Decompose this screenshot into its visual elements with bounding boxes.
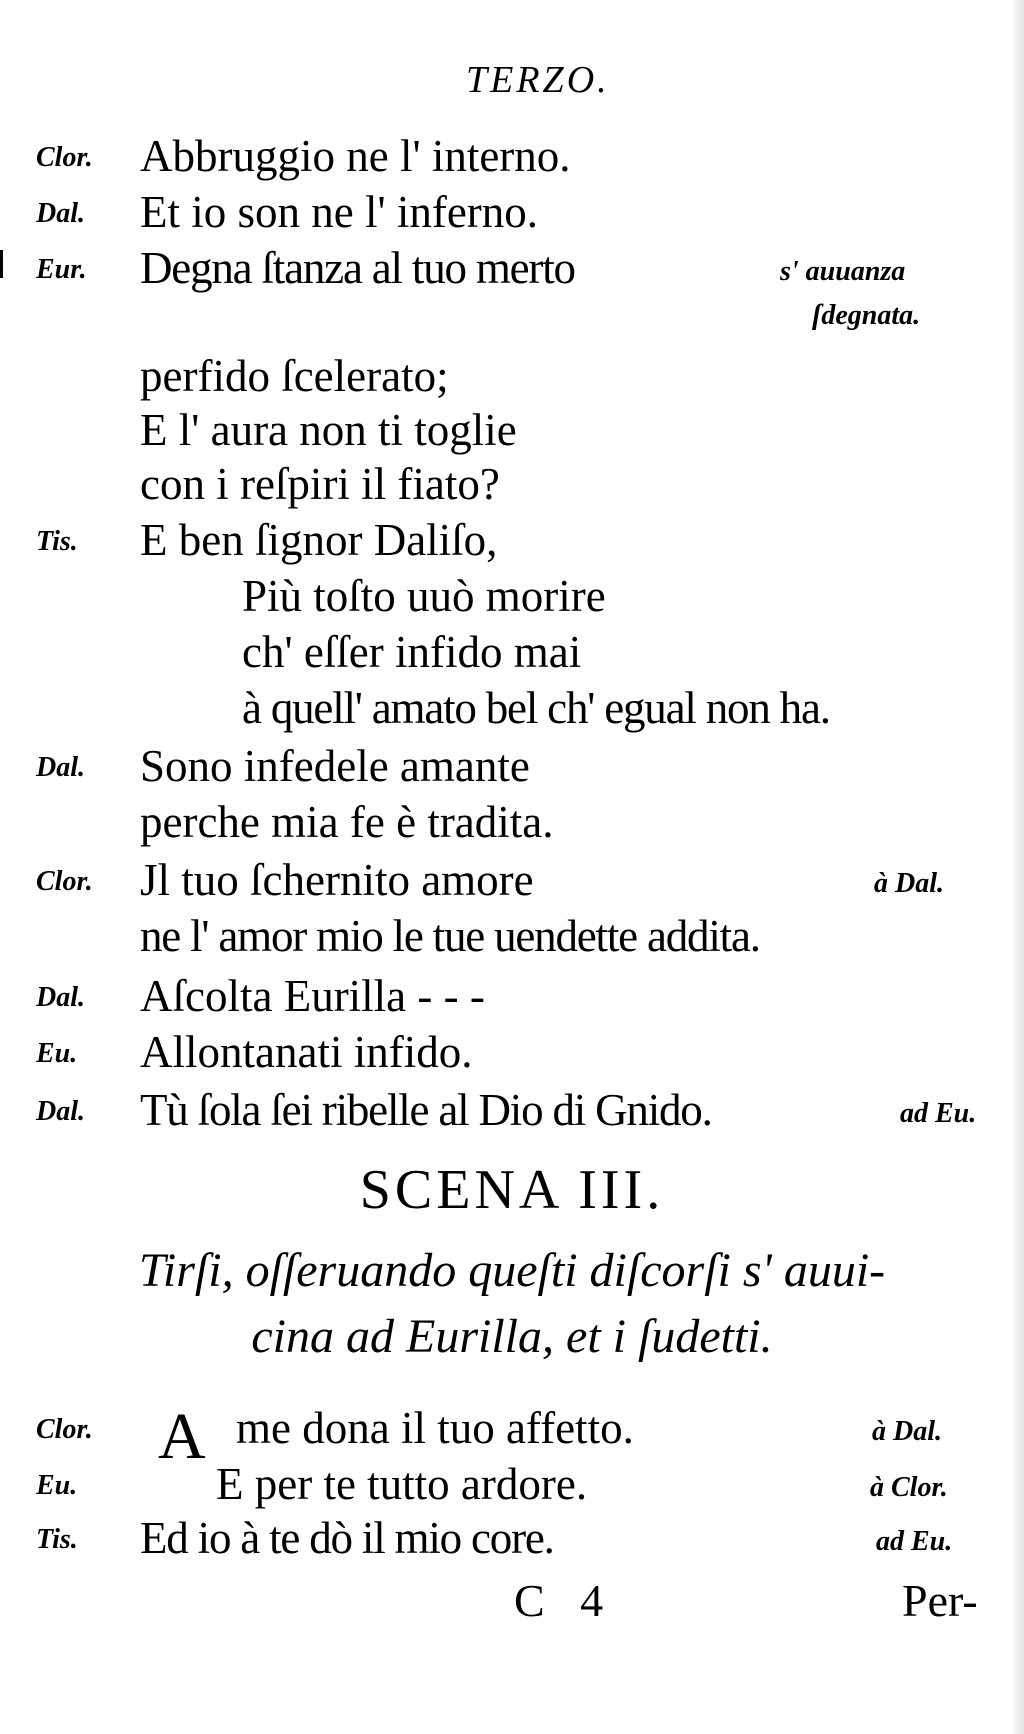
line-text: perche mia fe è tradita.	[140, 797, 554, 847]
line-text: ne l' amor mio le tue uendette addita.	[140, 911, 760, 961]
dialogue-line	[0, 184, 1024, 240]
dialogue-line	[0, 852, 1024, 908]
line-text: Più toſto uuò morire	[242, 571, 606, 621]
dialogue-line	[0, 456, 1024, 512]
line-text: E per te tutto ardore.	[216, 1459, 588, 1509]
speaker-label: Clor.	[36, 866, 93, 897]
line-text: Et io son ne l' inferno.	[140, 187, 539, 237]
line-text: Degna ſtanza al tuo merto	[140, 243, 575, 293]
scene-title: SCENA III.	[359, 1159, 665, 1221]
stage-direction: ad Eu.	[900, 1098, 977, 1129]
line-text: E ben ſignor Daliſo,	[140, 515, 498, 565]
drop-cap: A	[158, 1400, 206, 1473]
speaker-label: Dal.	[36, 982, 85, 1013]
line-text: Ed io à te dò il mio core.	[140, 1513, 554, 1563]
dialogue-line	[0, 1400, 1024, 1456]
speaker-label: Eu.	[36, 1038, 78, 1069]
speaker-label: Eur.	[36, 254, 87, 285]
dialogue-line	[0, 794, 1024, 850]
dialogue-line	[0, 680, 1024, 736]
dialogue-line	[0, 512, 1024, 568]
dialogue-line	[0, 128, 1024, 184]
stage-direction: à Dal.	[872, 1416, 942, 1447]
line-text: Tù ſola ſei ribelle al Dio di Gnido.	[140, 1085, 712, 1135]
speaker-label: Tis.	[36, 1524, 78, 1555]
line-text: Sono infedele amante	[140, 741, 530, 791]
line-text: Jl tuo ſchernito amore	[140, 855, 534, 905]
stage-direction: ad Eu.	[876, 1526, 953, 1557]
line-text: Aſcolta Eurilla - - -	[140, 971, 485, 1021]
stage-direction: à Clor.	[870, 1472, 948, 1503]
line-text: ch' eſſer infido mai	[242, 627, 582, 677]
speaker-label: Clor.	[36, 1414, 93, 1445]
stage-direction: à Dal.	[874, 868, 944, 899]
line-text: Allontanati infido.	[140, 1027, 473, 1077]
line-text: me dona il tuo affetto.	[236, 1403, 634, 1453]
dialogue-line	[0, 738, 1024, 794]
dialogue-line	[0, 402, 1024, 458]
line-text: con i reſpiri il fiato?	[140, 459, 500, 509]
dialogue-line	[0, 348, 1024, 404]
stage-direction: s' auuanza	[780, 256, 906, 287]
line-text: à quell' amato bel ch' egual non ha.	[242, 683, 830, 733]
speaker-label: Clor.	[36, 142, 93, 173]
dialogue-line	[0, 1082, 1024, 1138]
scene-description-line: Tirſi, oſſeruando queſti diſcorſi s' auui-	[138, 1244, 886, 1297]
stage-direction: ſdegnata.	[812, 300, 921, 331]
speaker-label: Tis.	[36, 526, 78, 557]
dialogue-line	[0, 568, 1024, 624]
dialogue-line	[0, 908, 1024, 964]
dialogue-line	[0, 1024, 1024, 1080]
dialogue-line	[0, 968, 1024, 1024]
line-text: Abbruggio ne l' interno.	[140, 131, 571, 181]
running-head: TERZO.	[466, 59, 610, 101]
dialogue-line	[0, 624, 1024, 680]
scene-description	[0, 1238, 1024, 1370]
scene-description-line: cina ad Eurilla, et i ſudetti.	[251, 1310, 773, 1363]
speaker-label: Dal.	[36, 1096, 85, 1127]
line-text: E l' aura non ti toglie	[140, 405, 517, 455]
speaker-label: Dal.	[36, 198, 85, 229]
catchword: Per-	[902, 1575, 978, 1626]
stage-direction-line	[0, 292, 1024, 348]
speaker-label: Eu.	[36, 1470, 78, 1501]
signature-mark: C 4	[514, 1575, 616, 1626]
line-text: perfido ſcelerato;	[140, 351, 449, 401]
speaker-label: Dal.	[36, 752, 85, 783]
dialogue-line	[0, 1456, 1024, 1512]
dialogue-line	[0, 1510, 1024, 1566]
dialogue-line	[0, 240, 1024, 296]
